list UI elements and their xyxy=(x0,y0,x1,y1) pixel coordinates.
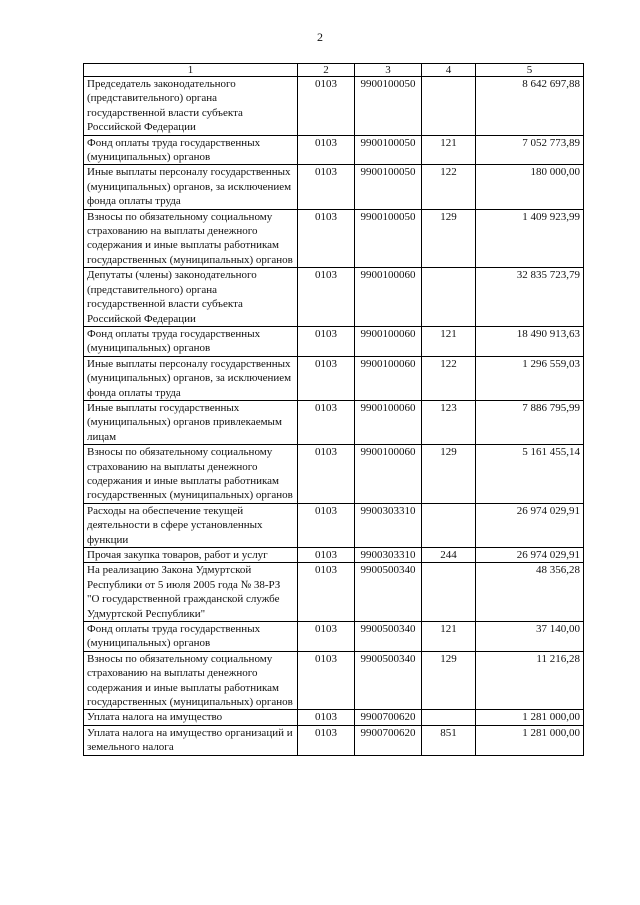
row-amount-cell: 32 835 723,79 xyxy=(476,268,584,327)
row-section-cell: 0103 xyxy=(298,563,355,622)
row-name-cell: Фонд оплаты труда государственных (муниципальных) органов xyxy=(84,326,298,356)
row-target-cell: 9900100060 xyxy=(355,400,422,444)
row-amount-cell: 8 642 697,88 xyxy=(476,77,584,136)
row-name-cell: Взносы по обязательному социальному страхованию на выплаты денежного содержания и иные выплаты работникам государственных (муниципальных) органов xyxy=(84,445,298,504)
row-section-cell: 0103 xyxy=(298,165,355,209)
table-row xyxy=(84,209,584,268)
row-amount-cell: 1 409 923,99 xyxy=(476,209,584,268)
row-target-cell: 9900500340 xyxy=(355,622,422,652)
table-row xyxy=(84,400,584,444)
row-section-cell: 0103 xyxy=(298,710,355,725)
row-name-cell: Фонд оплаты труда государственных (муниципальных) органов xyxy=(84,135,298,165)
row-type-cell: 129 xyxy=(422,651,476,710)
table-row xyxy=(84,725,584,755)
row-name-cell: Уплата налога на имущество организаций и земельного налога xyxy=(84,725,298,755)
table-row xyxy=(84,563,584,622)
row-amount-cell: 48 356,28 xyxy=(476,563,584,622)
row-name-cell: Иные выплаты персоналу государственных (муниципальных) органов, за исключением фонда оплаты труда xyxy=(84,356,298,400)
row-target-cell: 9900100050 xyxy=(355,135,422,165)
row-target-cell: 9900100060 xyxy=(355,268,422,327)
row-type-cell: 244 xyxy=(422,548,476,563)
row-amount-cell: 180 000,00 xyxy=(476,165,584,209)
row-amount-cell: 11 216,28 xyxy=(476,651,584,710)
row-target-cell: 9900500340 xyxy=(355,651,422,710)
row-amount-cell: 26 974 029,91 xyxy=(476,503,584,547)
row-section-cell: 0103 xyxy=(298,209,355,268)
column-header-1: 1 xyxy=(84,64,298,77)
row-target-cell: 9900700620 xyxy=(355,710,422,725)
table-row xyxy=(84,326,584,356)
row-type-cell: 122 xyxy=(422,165,476,209)
row-amount-cell: 18 490 913,63 xyxy=(476,326,584,356)
row-amount-cell: 1 296 559,03 xyxy=(476,356,584,400)
row-target-cell: 9900303310 xyxy=(355,503,422,547)
row-target-cell: 9900500340 xyxy=(355,563,422,622)
page-number: 2 xyxy=(317,30,323,44)
row-type-cell: 129 xyxy=(422,209,476,268)
row-amount-cell: 1 281 000,00 xyxy=(476,725,584,755)
row-type-cell: 129 xyxy=(422,445,476,504)
row-section-cell: 0103 xyxy=(298,445,355,504)
row-name-cell: Взносы по обязательному социальному страхованию на выплаты денежного содержания и иные выплаты работникам государственных (муниципальных) органов xyxy=(84,209,298,268)
row-section-cell: 0103 xyxy=(298,77,355,136)
column-header-5: 5 xyxy=(476,64,584,77)
row-name-cell: Прочая закупка товаров, работ и услуг xyxy=(84,548,298,563)
row-name-cell: Взносы по обязательному социальному страхованию на выплаты денежного содержания и иные выплаты работникам государственных (муниципальных) органов xyxy=(84,651,298,710)
row-section-cell: 0103 xyxy=(298,651,355,710)
row-target-cell: 9900303310 xyxy=(355,548,422,563)
row-amount-cell: 26 974 029,91 xyxy=(476,548,584,563)
row-section-cell: 0103 xyxy=(298,268,355,327)
row-amount-cell: 37 140,00 xyxy=(476,622,584,652)
row-name-cell: Иные выплаты государственных (муниципальных) органов привлекаемым лицам xyxy=(84,400,298,444)
row-amount-cell: 1 281 000,00 xyxy=(476,710,584,725)
table-row xyxy=(84,651,584,710)
row-amount-cell: 7 052 773,89 xyxy=(476,135,584,165)
row-type-cell: 121 xyxy=(422,622,476,652)
row-type-cell: 851 xyxy=(422,725,476,755)
row-type-cell xyxy=(422,563,476,622)
row-section-cell: 0103 xyxy=(298,725,355,755)
table-row xyxy=(84,445,584,504)
table-row xyxy=(84,135,584,165)
table-row xyxy=(84,710,584,725)
row-name-cell: Фонд оплаты труда государственных (муниципальных) органов xyxy=(84,622,298,652)
table-row xyxy=(84,268,584,327)
row-type-cell xyxy=(422,77,476,136)
column-header-4: 4 xyxy=(422,64,476,77)
row-target-cell: 9900100050 xyxy=(355,209,422,268)
table-row xyxy=(84,548,584,563)
row-name-cell: Уплата налога на имущество xyxy=(84,710,298,725)
row-name-cell: Расходы на обеспечение текущей деятельности в сфере установленных функции xyxy=(84,503,298,547)
row-target-cell: 9900100050 xyxy=(355,77,422,136)
header-row xyxy=(84,64,584,77)
row-name-cell: На реализацию Закона Удмуртской Республики от 5 июля 2005 года № 38-РЗ "О государственной гражданской службе Удмуртской Республики" xyxy=(84,563,298,622)
row-name-cell: Председатель законодательного (представительного) органа государственной власти субъекта Российской Федерации xyxy=(84,77,298,136)
row-target-cell: 9900100050 xyxy=(355,165,422,209)
column-header-3: 3 xyxy=(355,64,422,77)
row-type-cell xyxy=(422,503,476,547)
row-amount-cell: 5 161 455,14 xyxy=(476,445,584,504)
row-target-cell: 9900100060 xyxy=(355,326,422,356)
row-target-cell: 9900700620 xyxy=(355,725,422,755)
table-row xyxy=(84,503,584,547)
row-target-cell: 9900100060 xyxy=(355,445,422,504)
row-type-cell: 121 xyxy=(422,326,476,356)
row-section-cell: 0103 xyxy=(298,326,355,356)
row-amount-cell: 7 886 795,99 xyxy=(476,400,584,444)
table-row xyxy=(84,356,584,400)
row-section-cell: 0103 xyxy=(298,135,355,165)
table-row xyxy=(84,622,584,652)
row-section-cell: 0103 xyxy=(298,503,355,547)
row-section-cell: 0103 xyxy=(298,356,355,400)
row-section-cell: 0103 xyxy=(298,622,355,652)
row-target-cell: 9900100060 xyxy=(355,356,422,400)
row-type-cell: 122 xyxy=(422,356,476,400)
table-row xyxy=(84,77,584,136)
row-name-cell: Депутаты (члены) законодательного (представительного) органа государственной власти субъекта Российской Федерации xyxy=(84,268,298,327)
row-section-cell: 0103 xyxy=(298,548,355,563)
row-type-cell xyxy=(422,268,476,327)
table-row xyxy=(84,165,584,209)
budget-table xyxy=(83,63,584,756)
row-type-cell: 121 xyxy=(422,135,476,165)
row-type-cell xyxy=(422,710,476,725)
row-type-cell: 123 xyxy=(422,400,476,444)
row-name-cell: Иные выплаты персоналу государственных (муниципальных) органов, за исключением фонда оплаты труда xyxy=(84,165,298,209)
column-header-2: 2 xyxy=(298,64,355,77)
row-section-cell: 0103 xyxy=(298,400,355,444)
